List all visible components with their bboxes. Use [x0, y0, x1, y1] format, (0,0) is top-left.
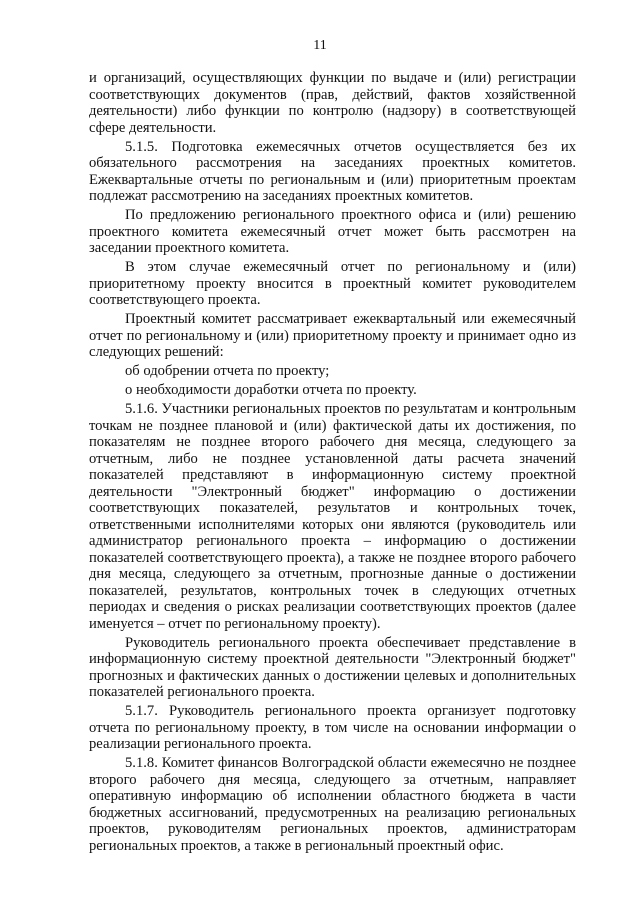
list-item-approval: об одобрении отчета по проекту;: [125, 363, 330, 379]
paragraph-5-1-5: 5.1.5. Подготовка ежемесячных отчетов осуществляется без их обязательного рассмотрения на заседаниях проектных комитетов. Ежеквартальные отчеты по региональным и (или) приоритетным проектам подлежат рассмотрению на заседаниях проектных комитетов.: [89, 138, 576, 204]
paragraph-5-1-6: 5.1.6. Участники региональных проектов по результатам и контрольным точкам не позднее плановой и (или) фактической даты их достижения, по показателям не позднее второго рабочего дня месяца, следующего за отчетным, либо не позднее установленной даты расчета значений показателей представляют в информационную систему проектной деятельности "Электронный бюджет" информацию о достижении соответствующих показателей, результатов и контрольных точек, ответственными исполнителями которых они являются (руководитель или администратор регионального проекта – информацию о достижении показателей соответствующего проекта), а также не позднее второго рабочего дня месяца, следующего за отчетным, прогнозные данные о достижении показателей, результатов, контрольных точек в следующих отчетных периодах и сведения о рисках реализации соответствующих проектов (далее именуется – отчет по региональному проекту).: [89, 401, 576, 632]
paragraph-monthly-report-submission: В этом случае ежемесячный отчет по региональному и (или) приоритетному проекту вносится в проектный комитет руководителем соответствующего проекта.: [89, 259, 576, 308]
paragraph-continuation: и организаций, осуществляющих функции по выдаче и (или) регистрации соответствующих документов (прав, действий, фактов хозяйственной деятельности) либо функции по контролю (надзору) в соответствующей сфере деятельности.: [89, 70, 576, 136]
paragraph-project-head-duties: Руководитель регионального проекта обеспечивает представление в информационную систему проектной деятельности "Электронный бюджет" прогнозных и фактических данных о достижении целевых и дополнительных показателей регионального проекта.: [89, 634, 576, 700]
page-number: 11: [313, 38, 327, 53]
paragraph-project-office-proposal: По предложению регионального проектного офиса и (или) решению проектного комитета ежемесячный отчет может быть рассмотрен на заседании проектного комитета.: [89, 207, 576, 256]
document-body: [89, 70, 576, 857]
list-item-revision: о необходимости доработки отчета по проекту.: [125, 382, 417, 398]
paragraph-5-1-7: 5.1.7. Руководитель регионального проекта организует подготовку отчета по региональному проекту, в том числе на основании информации о реализации регионального проекта.: [89, 703, 576, 752]
paragraph-committee-review: Проектный комитет рассматривает ежеквартальный или ежемесячный отчет по региональному и (или) приоритетному проекту и принимает одно из следующих решений:: [89, 311, 576, 360]
paragraph-5-1-8: 5.1.8. Комитет финансов Волгоградской области ежемесячно не позднее второго рабочего дня месяца, следующего за отчетным, направляет оперативную информацию об исполнении областного бюджета в части бюджетных ассигнований, предусмотренных на реализацию региональных проектов, руководителям региональных проектов, администраторам региональных проектов, а также в региональный проектный офис.: [89, 755, 576, 854]
